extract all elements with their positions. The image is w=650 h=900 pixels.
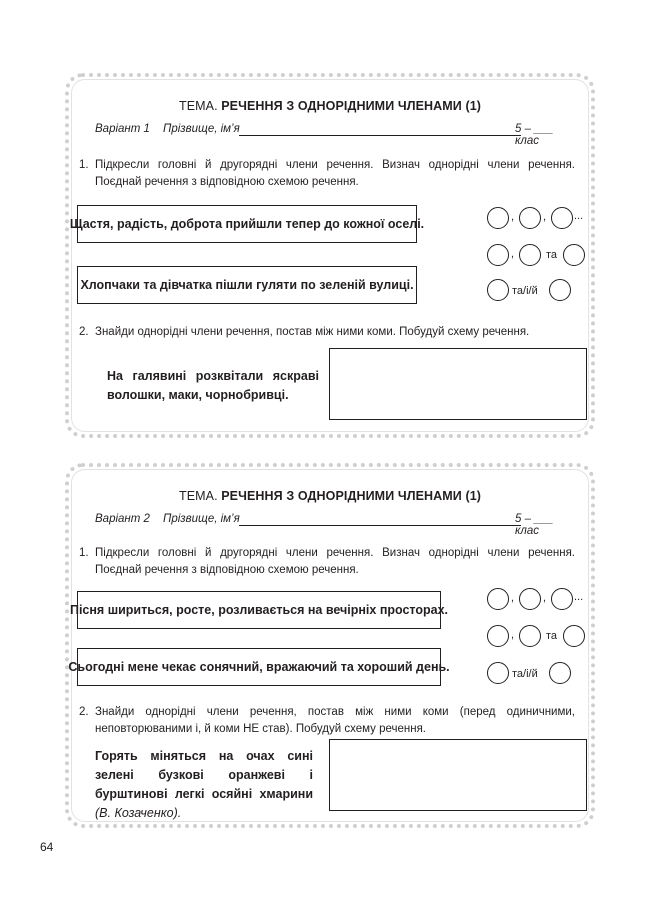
scheme-circle[interactable] bbox=[549, 662, 571, 684]
quote-text: На галявині розквітали яскраві волошки, маки, чорнобривці. bbox=[107, 369, 319, 402]
class-label: 5 – ___ клас bbox=[515, 513, 554, 537]
scheme-circle[interactable] bbox=[519, 244, 541, 266]
variant-label: Варіант 1 bbox=[95, 123, 150, 135]
scheme-comma: , bbox=[511, 248, 515, 260]
sentence-text: Хлопчаки та дівчатка пішли гуляти по зеленій вулиці. bbox=[80, 278, 414, 292]
scheme-circle[interactable] bbox=[487, 279, 509, 301]
task-2 bbox=[79, 324, 575, 344]
scheme-conjunction: та/і/й bbox=[512, 668, 538, 680]
scheme-comma: , bbox=[543, 211, 547, 223]
task-instruction: Підкресли головні й другорядні члени речення. Визнач однорідні члени речення. Поєднай речення з відповідною схемою речення. bbox=[95, 547, 575, 576]
scheme-circle[interactable] bbox=[551, 588, 573, 610]
worksheet-card-variant-2 bbox=[65, 463, 595, 828]
scheme-circle[interactable] bbox=[563, 625, 585, 647]
name-field[interactable] bbox=[239, 135, 521, 136]
scheme-circle[interactable] bbox=[519, 588, 541, 610]
page-number: 64 bbox=[40, 840, 54, 854]
scheme-comma: , bbox=[511, 211, 515, 223]
name-label: Прізвище, ім’я bbox=[163, 513, 240, 525]
answer-box[interactable] bbox=[329, 348, 587, 420]
sentence-text: Сьогодні мене чекає сонячний, вражаючий та хороший день. bbox=[68, 660, 450, 674]
scheme-circle[interactable] bbox=[563, 244, 585, 266]
scheme-comma: , bbox=[511, 592, 515, 604]
name-label: Прізвище, ім’я bbox=[163, 123, 240, 135]
scheme-circle[interactable] bbox=[487, 244, 509, 266]
task-1 bbox=[79, 157, 575, 193]
task-number: 1. bbox=[79, 547, 89, 559]
scheme-comma: , bbox=[543, 592, 547, 604]
task-instruction: Знайди однорідні члени речення, постав між ними коми. Побудуй схему речення. bbox=[95, 326, 530, 338]
sentence-box-2[interactable] bbox=[77, 266, 417, 304]
scheme-circle[interactable] bbox=[487, 207, 509, 229]
answer-box[interactable] bbox=[329, 739, 587, 811]
sentence-text: Пісня шириться, росте, розливається на вечірніх просторах. bbox=[69, 603, 449, 617]
name-field[interactable] bbox=[239, 525, 521, 526]
variant-row bbox=[89, 123, 571, 147]
variant-label: Варіант 2 bbox=[95, 513, 150, 525]
sentence-box-1[interactable] bbox=[69, 205, 425, 243]
scheme-circle[interactable] bbox=[487, 588, 509, 610]
scheme-circle[interactable] bbox=[549, 279, 571, 301]
scheme-circle[interactable] bbox=[487, 625, 509, 647]
task-2 bbox=[79, 704, 575, 740]
sentence-box-2[interactable] bbox=[68, 648, 450, 686]
quote-sentence bbox=[107, 367, 319, 405]
scheme-circle[interactable] bbox=[519, 207, 541, 229]
scheme-conjunction: та/і/й bbox=[512, 285, 538, 297]
worksheet-card-variant-1 bbox=[65, 73, 595, 438]
card-title bbox=[69, 99, 591, 113]
scheme-circle[interactable] bbox=[519, 625, 541, 647]
task-1 bbox=[79, 545, 575, 581]
task-number: 1. bbox=[79, 159, 89, 171]
quote-author: (В. Козаченко). bbox=[95, 806, 182, 820]
title-prefix: ТЕМА. bbox=[178, 99, 218, 113]
sentence-text: Щастя, радість, доброта прийшли тепер до кожної оселі. bbox=[69, 217, 425, 231]
quote-sentence bbox=[95, 747, 313, 823]
scheme-ellipsis: ... bbox=[574, 591, 584, 603]
scheme-circle[interactable] bbox=[551, 207, 573, 229]
variant-row bbox=[89, 513, 571, 537]
task-instruction: Знайди однорідні члени речення, постав між ними коми (перед одиничними, неповторюваними і, й коми НЕ став). Побудуй схему речення. bbox=[95, 706, 575, 735]
title-topic: РЕЧЕННЯ З ОДНОРІДНИМИ ЧЛЕНАМИ (1) bbox=[221, 99, 482, 113]
task-number: 2. bbox=[79, 706, 89, 718]
scheme-comma: , bbox=[511, 629, 515, 641]
class-label: 5 – ___ клас bbox=[515, 123, 554, 147]
title-topic: РЕЧЕННЯ З ОДНОРІДНИМИ ЧЛЕНАМИ (1) bbox=[221, 489, 482, 503]
scheme-ellipsis: ... bbox=[574, 210, 584, 222]
sentence-box-1[interactable] bbox=[69, 591, 449, 629]
card-title bbox=[69, 489, 591, 503]
scheme-conjunction: та bbox=[546, 630, 558, 642]
scheme-conjunction: та bbox=[546, 249, 558, 261]
title-prefix: ТЕМА. bbox=[178, 489, 218, 503]
scheme-circle[interactable] bbox=[487, 662, 509, 684]
task-number: 2. bbox=[79, 326, 89, 338]
quote-text: Горять міняться на очах сині зелені бузкові оранжеві і бурштинові легкі осяйні хмарини bbox=[95, 749, 313, 801]
task-instruction: Підкресли головні й другорядні члени речення. Визнач однорідні члени речення. Поєднай речення з відповідною схемою речення. bbox=[95, 159, 575, 188]
